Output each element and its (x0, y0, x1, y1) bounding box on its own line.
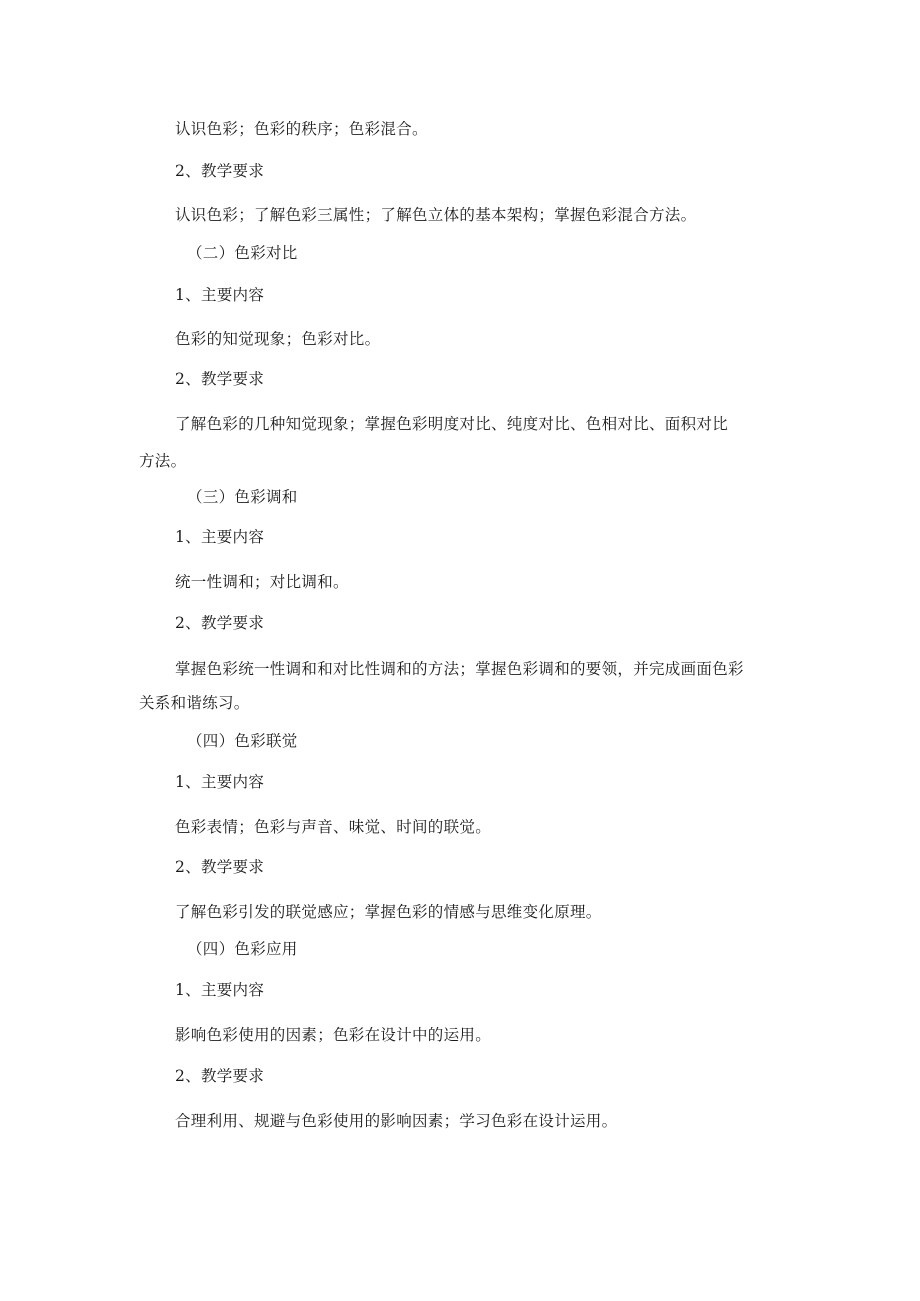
section-heading: （四）色彩应用 (187, 940, 298, 958)
text-line: 了解色彩的几种知觉现象；掌握色彩明度对比、纯度对比、色相对比、面积对比 (175, 415, 729, 433)
section-heading: （三）色彩调和 (187, 488, 298, 506)
subheading: 2、教学要求 (175, 162, 265, 180)
text-line: 认识色彩；了解色彩三属性；了解色立体的基本架构；掌握色彩混合方法。 (175, 206, 697, 224)
text-line: 认识色彩；色彩的秩序；色彩混合。 (175, 120, 428, 138)
text-line-continued: 关系和谐练习。 (139, 694, 250, 712)
text-line: 掌握色彩统一性调和和对比性调和的方法；掌握色彩调和的要领，并完成画面色彩 (175, 660, 744, 678)
subheading: 1、主要内容 (175, 981, 265, 999)
section-heading: （四）色彩联觉 (187, 732, 298, 750)
subheading: 2、教学要求 (175, 614, 265, 632)
subheading: 1、主要内容 (175, 286, 265, 304)
text-line-continued: 方法。 (139, 452, 187, 470)
subheading: 2、教学要求 (175, 858, 265, 876)
subheading: 1、主要内容 (175, 528, 265, 546)
text-line: 色彩表情；色彩与声音、味觉、时间的联觉。 (175, 818, 492, 836)
subheading: 2、教学要求 (175, 370, 265, 388)
text-line: 合理利用、规避与色彩使用的影响因素；学习色彩在设计运用。 (175, 1112, 618, 1130)
text-line: 色彩的知觉现象；色彩对比。 (175, 330, 381, 348)
text-line: 影响色彩使用的因素；色彩在设计中的运用。 (175, 1026, 492, 1044)
section-heading: （二）色彩对比 (187, 244, 298, 262)
text-line: 统一性调和；对比调和。 (175, 573, 349, 591)
text-line: 了解色彩引发的联觉感应；掌握色彩的情感与思维变化原理。 (175, 903, 602, 921)
subheading: 1、主要内容 (175, 773, 265, 791)
subheading: 2、教学要求 (175, 1067, 265, 1085)
